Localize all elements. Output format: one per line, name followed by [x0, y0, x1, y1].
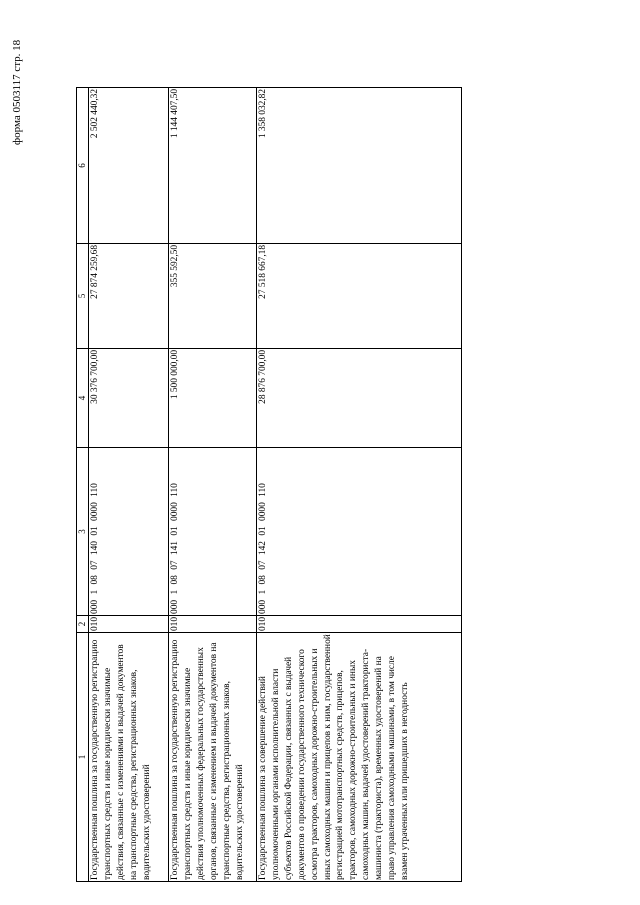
- column-number: 5: [77, 243, 89, 348]
- approved-amount-cell: 1 500 000,00: [169, 348, 257, 447]
- executed-amount-cell: 27 874 259,68: [89, 243, 169, 348]
- revenue-name-cell: Государственная пошлина за государственную регистрацию транспортных средств и иные юридически значимые действия, связанные с изменениями и выдачей документов на транспортные средства, регистрационных знаков, водительских удостоверений: [89, 633, 169, 882]
- line-code-cell: 010: [169, 615, 257, 632]
- line-code-cell: 010: [89, 615, 169, 632]
- form-reference: форма 0503117 стр. 18: [11, 39, 23, 145]
- budget-classification-code-cell: 000 1 08 07 141 01 0000 110: [169, 447, 257, 615]
- approved-amount-cell: 28 876 700,00: [257, 348, 462, 447]
- approved-amount-cell: 30 376 700,00: [89, 348, 169, 447]
- revenue-name-cell: Государственная пошлина за государственную регистрацию транспортных средств и иные юридически значимые действия уполномоченных федеральных государственных органов, связанные с изменением и выдачей документов на транспортные средства, регистрационных знаков, водительских удостоверений: [169, 633, 257, 882]
- executed-amount-cell: 27 518 667,18: [257, 243, 462, 348]
- line-code-cell: 010: [257, 615, 462, 632]
- column-number: 4: [77, 348, 89, 447]
- column-number: 3: [77, 447, 89, 615]
- column-number-row: [77, 87, 89, 881]
- column-number: 6: [77, 87, 89, 243]
- unexecuted-amount-cell: 1 144 407,50: [169, 87, 257, 243]
- table-row: [257, 87, 462, 881]
- executed-amount-cell: 355 592,50: [169, 243, 257, 348]
- table-row: [89, 87, 169, 881]
- revenue-name-cell: Государственная пошлина за совершение действий уполномоченными органами исполнительной власти субъектов Российской Федерации, связанных с выдачей документов о проведении государственного технического осмотра тракторов, самоходных дорожно-строительных и иных самоходных машин и прицепов к ним, государственной регистрацией мототранспортных средств, прицепов, тракторов, самоходных дорожно-строительных и иных самоходных машин, выдачей удостоверений тракториста-машиниста (тракториста), временных удостоверений на право управления самоходными машинами, в том числе взамен утраченных или пришедших в негодность: [257, 633, 462, 882]
- column-number: 1: [77, 633, 89, 882]
- budget-revenue-table: [76, 87, 462, 882]
- table-row: [169, 87, 257, 881]
- budget-classification-code-cell: 000 1 08 07 142 01 0000 110: [257, 447, 462, 615]
- column-number: 2: [77, 615, 89, 632]
- budget-classification-code-cell: 000 1 08 07 140 01 0000 110: [89, 447, 169, 615]
- unexecuted-amount-cell: 2 502 440,32: [89, 87, 169, 243]
- unexecuted-amount-cell: 1 358 032,82: [257, 87, 462, 243]
